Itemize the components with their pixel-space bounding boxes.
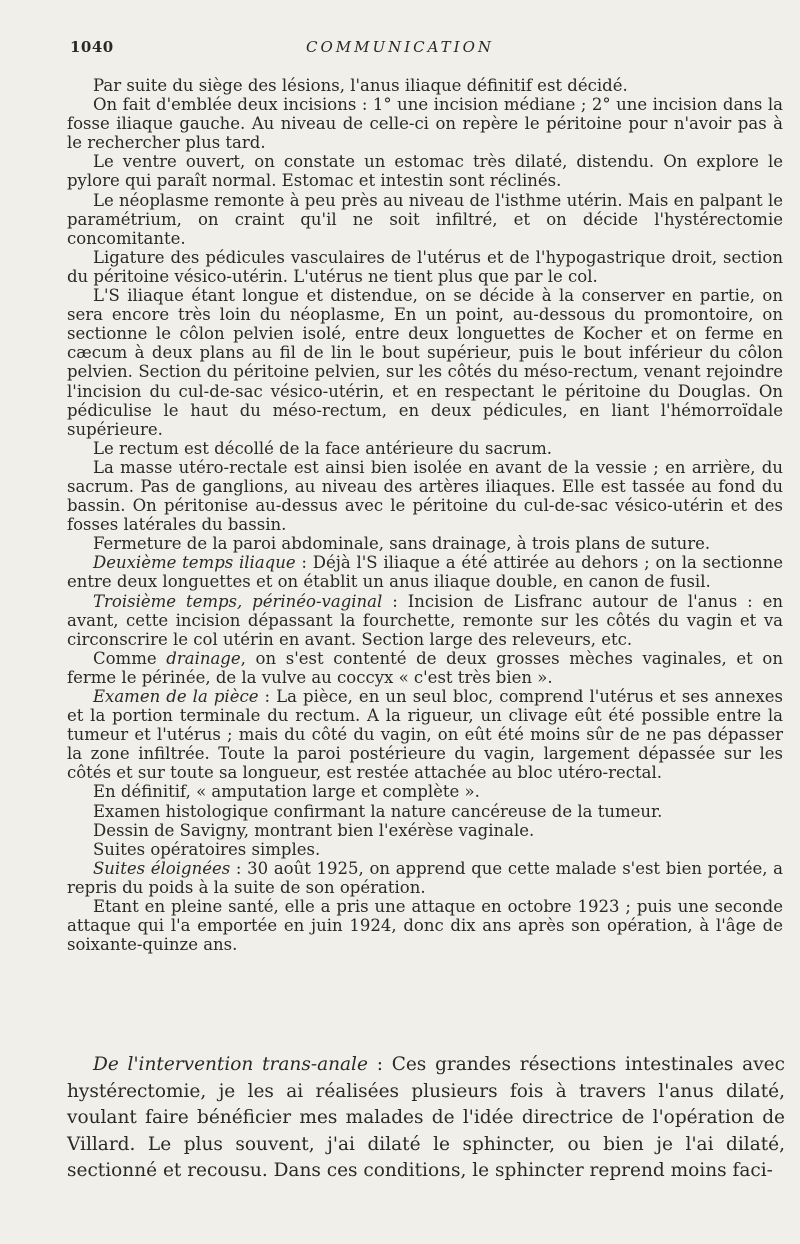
case-report-body [67,76,783,954]
paragraph: Ligature des pédicules vasculaires de l'utérus et de l'hypogastrique droit, section du péritoine vésico-utérin. L'utérus ne tient plus que par le col. [67,247,783,286]
paragraph-text: : Incision de Lisfranc autour de l'anus : en avant, cette incision dépassant la fourchette, remonte sur les côtés du vagin et va circonscrire le col utérin en avant. Section large des releveurs, etc. [67,591,783,649]
section-heading: De l'intervention trans-anale [93,1054,368,1075]
paragraph-text: , on s'est contenté de deux grosses mèches vaginales, et on ferme le périnée, de la vulve au coccyx « c'est très bien ». [67,648,783,687]
paragraph-lead: Examen de la pièce [93,687,259,706]
paragraph-text: : Déjà l'S iliaque a été attirée au dehors ; on la sectionne entre deux longuettes et on établit un anus iliaque double, en canon de fusil. [67,553,783,592]
paragraph: Examen histologique confirmant la nature cancéreuse de la tumeur. [93,801,663,821]
paragraph: Fermeture de la paroi abdominale, sans drainage, à trois plans de suture. [93,534,711,554]
paragraph [67,859,783,897]
paragraph [67,553,783,591]
page-number: 1040 [70,38,114,56]
paragraph: La masse utéro-rectale est ainsi bien isolée en avant de la vessie ; en arrière, du sacrum. Pas de ganglions, au niveau des artères iliaques. Elle est tassée au fond du bassin. On péritonise au-dessus avec le péritoine du cul-de-sac vésico-utérin et des fosses latérales du bassin. [67,457,783,535]
paragraph: Dessin de Savigny, montrant bien l'exérèse vaginale. [93,820,535,840]
paragraph [67,649,783,687]
paragraph-lead: Suites éloignées [93,858,231,878]
paragraph: Par suite du siège des lésions, l'anus iliaque définitif est décidé. [93,76,628,95]
paragraph: Le néoplasme remonte à peu près au niveau de l'isthme utérin. Mais en palpant le paramétrium, on craint qu'il ne soit infiltré, et on décide l'hystérectomie concomitante. [67,190,783,248]
paragraph: L'S iliaque étant longue et distendue, on se décide à la conserver en partie, on sera encore très loin du néoplasme, En un point, au-dessous du promontoire, on sectionne le côlon pelvien isolé, entre deux longuettes de Kocher et on ferme en cæcum à deux plans au fil de lin le bout supérieur, puis le bout inférieur du côlon pelvien. Section du péritoine pelvien, sur les côtés du méso-rectum, venant rejoindre l'incision du cul-de-sac vésico-utérin, et en respectant le péritoine du Douglas. On pédiculise le haut du méso-rectum, en deux pédicules, en liant l'hémorroïdale supérieure. [67,286,783,439]
paragraph [67,1052,785,1185]
paragraph: Suites opératoires simples. [93,839,321,859]
paragraph-text: : 30 août 1925, on apprend que cette malade s'est bien portée, a repris du poids à la suite de son opération. [67,858,783,897]
paragraph-lead: drainage [166,648,241,668]
paragraph-pre: Comme [93,648,167,668]
paragraph-text: : La pièce, en un seul bloc, comprend l'utérus et ses annexes et la portion terminale du rectum. A la rigueur, un clivage eût été possible entre la tumeur et l'utérus ; mais du côté du vagin, on eût été moins sûr de ne pas dépasser la zone infiltrée. Toute la paroi postérieure du vagin, largement dépassée sur les côtés et sur toute sa longueur, est restée attachée au bloc utéro-rectal. [67,687,783,783]
paragraph-lead: Troisième temps, périnéo-vaginal [93,591,383,611]
paragraph [67,592,783,649]
running-title: COMMUNICATION [305,38,495,56]
paragraph: Etant en pleine santé, elle a pris une attaque en octobre 1923 ; puis une seconde attaque qui l'a emportée en juin 1924, donc dix ans après son opération, à l'âge de soixante-quinze ans. [67,897,783,955]
paragraph [67,687,783,782]
paragraph: On fait d'emblée deux incisions : 1° une incision médiane ; 2° une incision dans la fosse iliaque gauche. Au niveau de celle-ci on repère le péritoine pour n'avoir pas à le rechercher plus tard. [67,95,783,153]
paragraph-text: : Ces grandes résections intestinales avec hystérectomie, je les ai réalisées plusieurs fois à travers l'anus dilaté, voulant faire bénéficier mes malades de l'idée directrice de l'opération de Villard. Le plus souvent, j'ai dilaté le sphincter, ou bien je l'ai dilaté, sectionné et recousu. Dans ces conditions, le sphincter reprend moins faci- [67,1054,785,1181]
section-trans-anal [67,1052,785,1185]
paragraph: Le rectum est décollé de la face antérieure du sacrum. [93,438,553,458]
paragraph-lead: Deuxième temps iliaque [93,553,296,573]
paragraph: Le ventre ouvert, on constate un estomac très dilaté, distendu. On explore le pylore qui paraît normal. Estomac et intestin sont réclinés. [67,152,783,191]
paragraph: En définitif, « amputation large et complète ». [93,782,480,802]
